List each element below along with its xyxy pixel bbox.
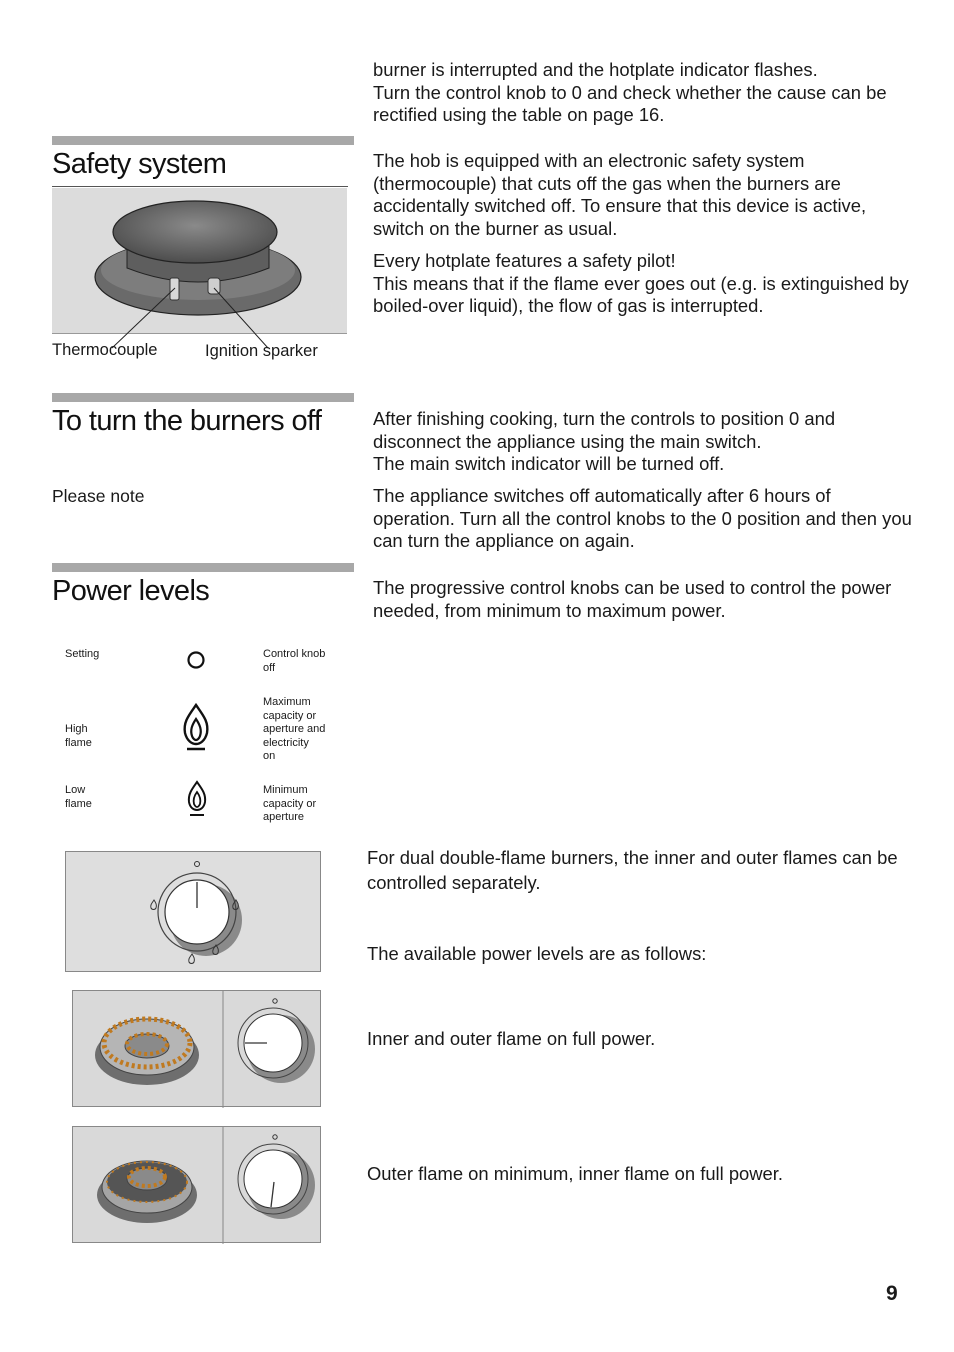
power-levels-para: The progressive control knobs can be used to control the power needed, from minimum to maximum power. (373, 577, 892, 621)
level-outer-min-text: Outer flame on minimum, inner flame on full power. (367, 1163, 784, 1184)
low-flame-description: Minimum capacity or aperture (263, 784, 317, 824)
section-divider (52, 136, 354, 145)
ignition-sparker-label: Ignition sparker (205, 342, 318, 360)
dual-control-knob-illustration (65, 851, 321, 972)
control-knob-drawing (66, 852, 322, 973)
safety-heading: Safety system (52, 148, 227, 180)
please-note-text: The appliance switches off automatically after 6 hours of operation. Turn all the control knobs to the 0 position and then you can turn the appliance on again. (373, 485, 912, 552)
control-knob-off-text: Control knob off (263, 648, 326, 674)
level-full-power-text: Inner and outer flame on full power. (367, 1028, 656, 1049)
power-levels-heading: Power levels (52, 575, 210, 607)
full-power-illustration (72, 990, 321, 1107)
off-circle-icon (186, 650, 206, 670)
available-levels-text: The available power levels are as follows: (367, 943, 707, 964)
please-note-label: Please note (52, 486, 145, 506)
low-flame-icon (185, 780, 209, 818)
heading-rule (52, 186, 348, 187)
burners-off-para: After finishing cooking, turn the controls to position 0 and disconnect the appliance using the main switch. The main switch indicator will be turned off. (373, 408, 836, 475)
outer-min-inner-full-illustration (72, 1126, 321, 1243)
burners-off-heading: To turn the burners off (52, 405, 322, 437)
setting-header: Setting (65, 648, 100, 660)
burner-drawing (52, 188, 347, 333)
section-divider (52, 393, 354, 402)
safety-para-1: The hob is equipped with an electronic safety system (thermocouple) that cuts off the gas when the burners are accidentally switched off. To ensure that this device is active, switch on the burner as usual. (373, 150, 867, 239)
high-flame-icon (181, 702, 211, 752)
burner-illustration (52, 188, 347, 334)
high-flame-label: High flame (65, 723, 92, 749)
outer-min-drawing (73, 1127, 322, 1244)
page-number: 9 (886, 1282, 898, 1305)
section-divider (52, 563, 354, 572)
high-flame-description: Maximum capacity or aperture and electricity on (263, 696, 326, 763)
full-power-drawing (73, 991, 322, 1108)
dual-burner-text: For dual double-flame burners, the inner and outer flames can be controlled separately. (367, 847, 898, 893)
safety-para-2: Every hotplate features a safety pilot! This means that if the flame ever goes out (e.g. is extinguished by boiled-over liquid), the flow of gas is interrupted. (373, 250, 909, 317)
thermocouple-label: Thermocouple (52, 341, 158, 359)
intro-text: burner is interrupted and the hotplate indicator flashes. Turn the control knob to 0 and check whether the cause can be rectified using the table on page 16. (373, 59, 887, 126)
low-flame-label: Low flame (65, 784, 92, 810)
